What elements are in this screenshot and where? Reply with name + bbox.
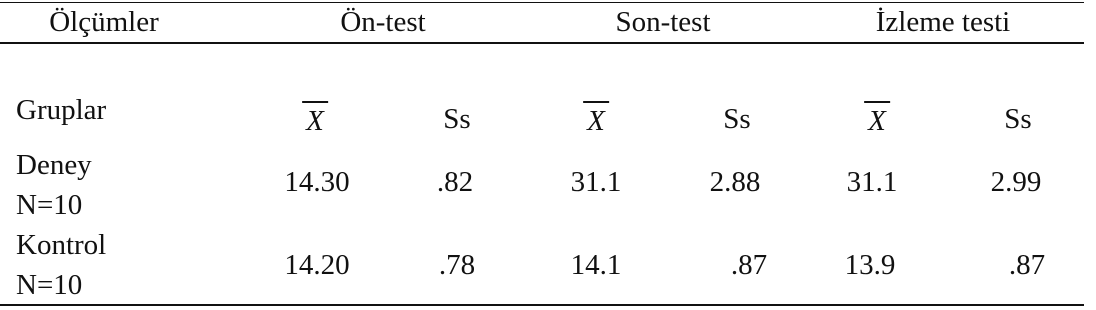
row-2-post-sd: .87 — [730, 249, 768, 281]
group-n: N=10 — [16, 189, 83, 221]
header-rule — [0, 42, 1084, 44]
row-1-follow-mean: 31.1 — [846, 166, 898, 198]
followup-mean-header — [868, 104, 886, 138]
group-n: N=10 — [16, 269, 83, 301]
row-2-group — [16, 225, 106, 305]
mean-bar-icon — [302, 101, 328, 103]
row-1-pre-mean: 14.30 — [284, 166, 350, 198]
mean-bar-icon — [864, 101, 890, 103]
posttest-sd-header: Ss — [723, 103, 751, 135]
row-2-pre-mean: 14.20 — [284, 249, 350, 281]
row-1-follow-sd: 2.99 — [990, 166, 1042, 198]
mean-symbol: X — [587, 105, 605, 137]
row-2-follow-mean: 13.9 — [844, 249, 896, 281]
header-pretest: Ön-test — [340, 6, 426, 38]
table-bottom-rule — [0, 304, 1084, 306]
followup-sd-header: Ss — [1004, 103, 1032, 135]
row-1-post-sd: 2.88 — [709, 166, 761, 198]
row-2-pre-sd: .78 — [438, 249, 476, 281]
group-name: Deney — [16, 149, 92, 181]
group-name: Kontrol — [16, 229, 107, 261]
header-measures: Ölçümler — [49, 6, 159, 38]
pretest-mean-header — [306, 104, 324, 138]
header-posttest: Son-test — [615, 6, 711, 38]
mean-bar-icon — [583, 101, 609, 103]
row-1-pre-sd: .82 — [436, 166, 474, 198]
subheader-groups: Gruplar — [16, 94, 107, 126]
mean-symbol: X — [868, 105, 886, 137]
pretest-sd-header: Ss — [443, 103, 471, 135]
table-top-rule — [0, 2, 1084, 3]
row-2-follow-sd: .87 — [1008, 249, 1046, 281]
posttest-mean-header — [587, 104, 605, 138]
mean-symbol: X — [306, 105, 324, 137]
row-1-post-mean: 31.1 — [570, 166, 622, 198]
row-2-post-mean: 14.1 — [570, 249, 622, 281]
row-1-group — [16, 145, 92, 225]
header-followup: İzleme testi — [875, 6, 1011, 38]
